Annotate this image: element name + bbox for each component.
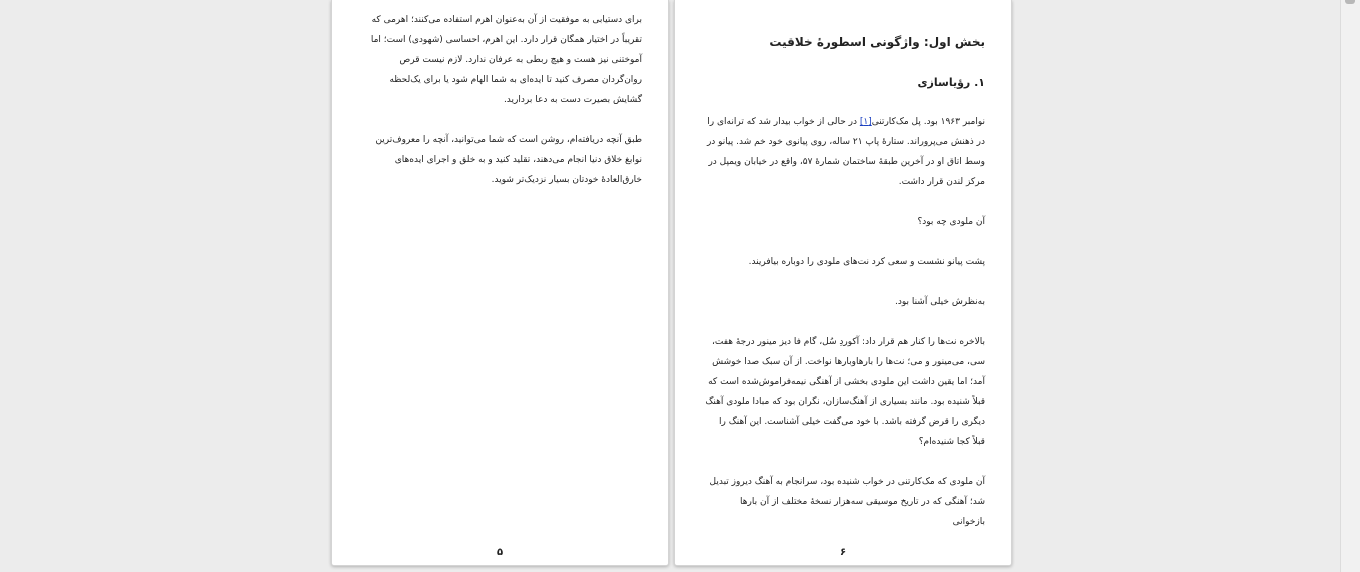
page-content xyxy=(705,30,985,552)
intro-paragraph xyxy=(705,112,985,192)
intro-text-start: نوامبر ۱۹۶۳ بود. پل مک‌کارتنی xyxy=(871,117,985,127)
page-content xyxy=(362,10,642,210)
paragraph: پشت پیانو نشست و سعی کرد نت‌های ملودی را دوباره بیافریند. xyxy=(748,257,985,267)
footnote-link[interactable]: [۱] xyxy=(859,117,872,127)
paragraph: برای دستیابی به موفقیت از آن به‌عنوان اهرم استفاده می‌کنند؛ اهرمی که تقریباً در اختیار همگان قرار دارد. این اهرم، احساسی (شهودی) است؛ اما آموختنی نیز هست و هیچ ربطی به عرفان ندارد. لازم نیست قرص روان‌گردان مصرف کنید تا ایده‌ای به شما الهام شود یا برای یک‌لحظه گشایش بصیرت دست به دعا بردارید. xyxy=(370,15,642,105)
chapter-heading: ۱. رؤیاسازی xyxy=(917,76,985,89)
page-number: ۶ xyxy=(839,547,847,558)
page-5 xyxy=(331,0,669,566)
intro-text-end: در حالی از خواب بیدار شد که ترانه‌ای را در ذهنش می‌پروراند. ستارهٔ پاپ ۲۱ ساله، روی پیانوی خود خم شد. پیانو در وسط اتاق او در آخرین طبقهٔ ساختمان شمارهٔ ۵۷، واقع در خیابان ویمپل در مرکز لندن قرار داشت. xyxy=(706,117,985,187)
page-6 xyxy=(674,0,1012,566)
scrollbar-thumb[interactable] xyxy=(1345,0,1355,4)
paragraph: بالاخره نت‌ها را کنار هم قرار داد: آکوردِ سُل، گام فا دیز مینور درجهٔ هفت، سی، می‌مینور و می؛ نت‌ها را بارهاوبارها نواخت. از آن سبک صدا خوشش آمد؛ اما یقین داشت این ملودی بخشی از آهنگی نیمه‌فراموش‌شده است که قبلاً شنیده بود. مانند بسیاری از آهنگ‌سازان، نگران بود که مبادا ملودی آهنگ دیگری را قرض گرفته باشد. با خود می‌گفت خیلی آشناست. این آهنگ را قبلاً کجا شنیده‌ام؟ xyxy=(705,337,985,447)
section-heading: بخش اول: واژگونی اسطورهٔ خلاقیت xyxy=(769,35,985,49)
paragraph: آن ملودی که مک‌کارتنی در خواب شنیده بود، سرانجام به آهنگ دیروز تبدیل شد؛ آهنگی که در تاریخ موسیقی سه‌هزار نسخهٔ مختلف از آن بارها بازخوانی xyxy=(709,477,985,527)
vertical-scrollbar[interactable] xyxy=(1340,0,1360,572)
paragraph: به‌نظرش خیلی آشنا بود. xyxy=(894,297,985,307)
paragraph: طبق آنچه دریافته‌ام، روشن است که شما می‌توانید، آنچه را معروف‌ترین نوابغ خلاق دنیا انجام می‌دهند، تقلید کنید و به خلق و اجرای ایده‌های خارق‌العادهٔ خودتان بسیار نزدیک‌تر شوید. xyxy=(375,135,642,185)
paragraph: آن ملودی چه بود؟ xyxy=(917,217,985,227)
page-number: ۵ xyxy=(496,547,504,558)
